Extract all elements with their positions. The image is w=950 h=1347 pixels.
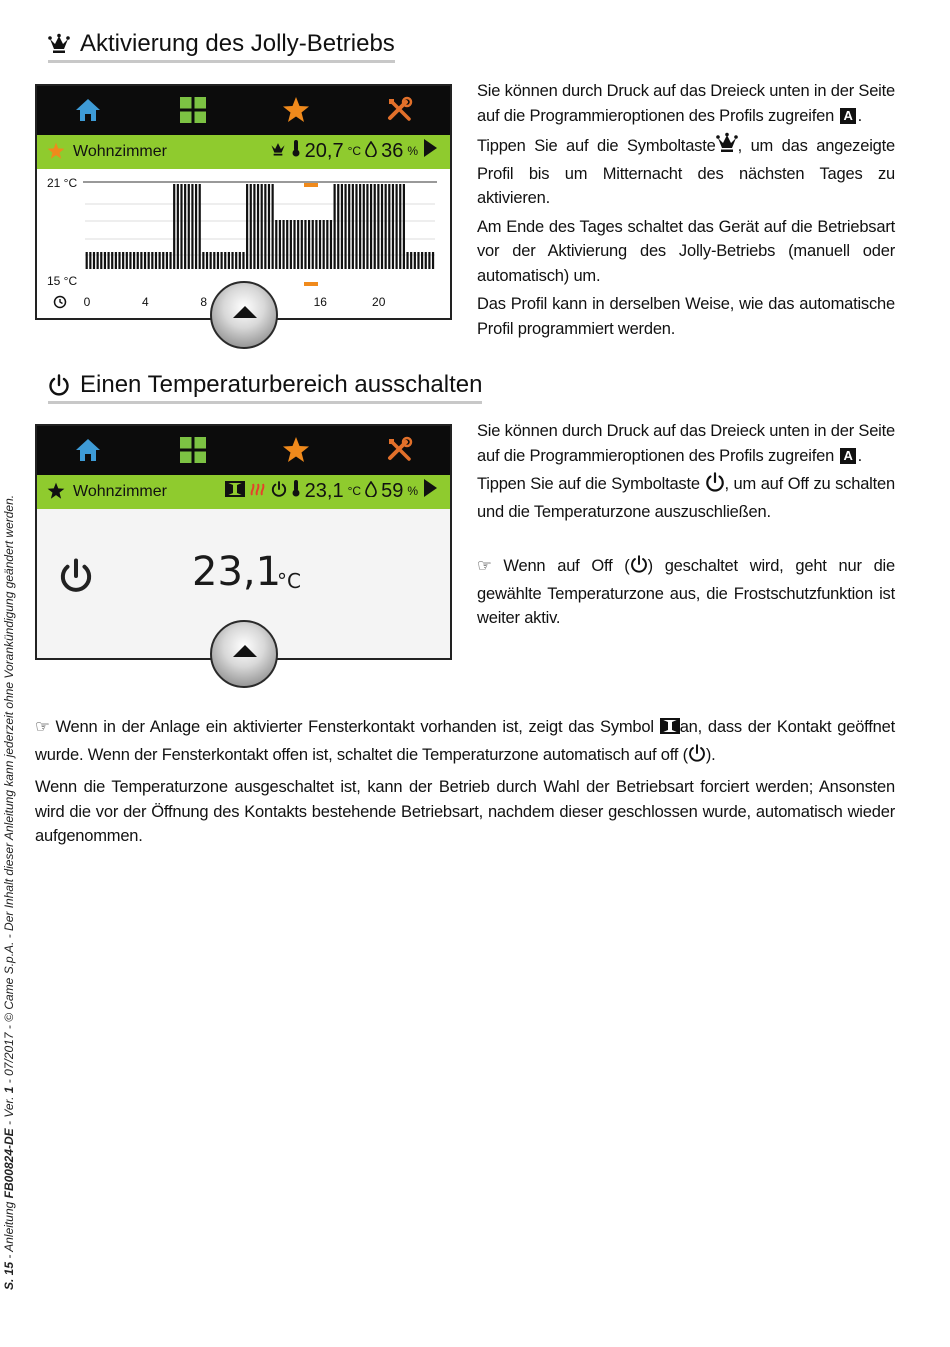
profile-bar (231, 252, 233, 269)
profile-bar (202, 252, 204, 269)
y-axis-bottom-label: 15 °C (47, 274, 78, 288)
profile-bar (159, 252, 161, 269)
profile-bar (414, 252, 416, 269)
humidity-drop-icon (365, 140, 377, 163)
section2-text (477, 419, 895, 635)
profile-bar (250, 184, 252, 269)
jolly-crown-icon (716, 132, 738, 162)
profile-bar (417, 252, 419, 269)
profile-bar (228, 252, 230, 269)
profile-bar (366, 184, 368, 269)
status-readouts (269, 138, 438, 164)
profile-bar (173, 184, 175, 269)
version: 1 (2, 1086, 16, 1094)
temperature-unit: °C (347, 144, 362, 158)
grid-menu-icon[interactable] (179, 96, 207, 129)
profile-bar (323, 220, 325, 269)
profile-bar (388, 184, 390, 269)
section-title-jolly (48, 30, 395, 63)
thermometer-icon (291, 479, 301, 503)
profile-bar (242, 252, 244, 269)
jolly-crown-icon (269, 140, 287, 163)
current-humidity: 36 (381, 139, 404, 162)
profile-bar (257, 184, 259, 269)
section2-paragraph-1: Sie können durch Druck auf das Dreieck unten in der Seite auf die Programmieroptionen des Profils zugreifen A . (477, 422, 895, 465)
profile-bar (180, 184, 182, 269)
profile-bar (421, 252, 423, 269)
x-tick-label: 16 (313, 295, 327, 309)
profile-bar (129, 252, 131, 269)
chart-bars (86, 184, 435, 269)
x-tick-label: 8 (200, 295, 208, 309)
profile-bar (199, 184, 201, 269)
navigation-knob[interactable] (210, 620, 278, 688)
profile-bar (137, 252, 139, 269)
profile-bar (115, 252, 117, 269)
section2-note: ☞ Wenn auf Off ( ) geschaltet wird, geht nur die gewählte Temperaturzone aus, die Frostschutzfunktion ist weiter aktiv. (477, 554, 895, 631)
current-humidity: 59 (381, 479, 404, 502)
power-icon (705, 472, 725, 500)
pointing-hand-icon: ☞ (35, 718, 56, 736)
profile-bar (282, 220, 284, 269)
profile-bar (86, 252, 88, 269)
humidity-unit: % (407, 484, 418, 498)
current-hour-marker-bottom (304, 282, 318, 286)
jolly-crown-icon (48, 33, 70, 55)
profile-bar (100, 252, 102, 269)
screen-status-bar (37, 135, 450, 169)
section-title-text: Aktivierung des Jolly-Betriebs (80, 30, 395, 57)
profile-bar (432, 252, 434, 269)
profile-bar (279, 220, 281, 269)
status-readouts (225, 478, 438, 504)
up-triangle-icon[interactable] (233, 645, 257, 657)
heating-flame-icon (249, 480, 267, 503)
profile-bar (210, 252, 212, 269)
profile-bar (275, 220, 277, 269)
power-icon (48, 374, 70, 396)
power-icon (688, 743, 706, 771)
profile-bar (140, 252, 142, 269)
section1-paragraph-2: Tippen Sie auf die Symboltaste , um das angezeigte Profil bis um Mitternacht des nächsten Tages zu aktivieren. (477, 132, 895, 211)
profile-bar (144, 252, 146, 269)
profile-bar (308, 220, 310, 269)
navigation-knob[interactable] (210, 281, 278, 349)
bottom-notes (35, 715, 895, 854)
page-number: S. 15 (2, 1261, 16, 1290)
settings-tools-icon[interactable] (386, 436, 414, 469)
side-footer: S. 15 - Anleitung FB00824-DE - Ver. 1 - 07/2017 - © Came S.p.A. - Der Inhalt dieser Anleitung kann jederzeit ohne Vorankündigung geändert werden. (2, 494, 16, 1290)
star-favorites-icon[interactable] (282, 96, 310, 129)
profile-bar (272, 184, 274, 269)
profile-bar (253, 184, 255, 269)
profile-bar (293, 220, 295, 269)
screen-top-bar (37, 86, 450, 135)
profile-bar (428, 252, 430, 269)
profile-bar (155, 252, 157, 269)
profile-bar (374, 184, 376, 269)
room-name: Wohnzimmer (73, 483, 167, 500)
big-temperature: 23,1 (192, 549, 282, 595)
profile-bar (403, 184, 405, 269)
current-temperature: 23,1 (304, 479, 344, 502)
profile-bar (93, 252, 95, 269)
profile-bar (239, 252, 241, 269)
star-favorites-icon[interactable] (282, 436, 310, 469)
profile-bar (118, 252, 120, 269)
profile-bar (195, 184, 197, 269)
profile-bar (97, 252, 99, 269)
section-title-off (48, 371, 482, 404)
pointing-hand-icon: ☞ (477, 557, 504, 575)
profile-bar (107, 252, 109, 269)
profile-bar (319, 220, 321, 269)
profile-bar (177, 184, 179, 269)
profile-bar (89, 252, 91, 269)
profile-bar (425, 252, 427, 269)
profile-bar (341, 184, 343, 269)
profile-bar (410, 252, 412, 269)
profile-bar (344, 184, 346, 269)
profile-bar (330, 220, 332, 269)
profile-bar (169, 252, 171, 269)
profile-bar (264, 184, 266, 269)
profile-bar (406, 252, 408, 269)
next-arrow-icon[interactable] (422, 478, 438, 504)
home-icon[interactable] (74, 436, 102, 469)
profile-bar (297, 220, 299, 269)
profile-bar (151, 252, 153, 269)
profile-bar (326, 220, 328, 269)
clock-icon (55, 297, 66, 308)
humidity-unit: % (407, 144, 418, 158)
power-off-icon[interactable] (59, 557, 93, 600)
profile-bar (148, 252, 150, 269)
profile-bar (261, 184, 263, 269)
profile-bar (399, 184, 401, 269)
profile-bar (396, 184, 398, 269)
profile-bar (104, 252, 106, 269)
power-status-icon (271, 480, 287, 503)
x-tick-label: 20 (372, 295, 386, 309)
screen-status-bar (37, 475, 450, 509)
section2-paragraph-2: Tippen Sie auf die Symboltaste , um auf Off zu schalten und die Temperaturzone auszuschließen. (477, 472, 895, 524)
section1-paragraph-4: Das Profil kann in derselben Weise, wie das automatische Profil programmiert werden. (477, 295, 895, 338)
profile-bar (312, 220, 314, 269)
profile-bar (235, 252, 237, 269)
big-temperature-unit: °C (277, 569, 301, 593)
profile-bar (337, 184, 339, 269)
document-code: FB00824-DE (2, 1128, 16, 1199)
profile-bar (221, 252, 223, 269)
profile-bar (381, 184, 383, 269)
section1-text (477, 79, 895, 345)
profile-bar (191, 184, 193, 269)
profile-bar (133, 252, 135, 269)
profile-bar (355, 184, 357, 269)
room-name: Wohnzimmer (73, 143, 167, 160)
profile-bar (385, 184, 387, 269)
forced-mode-paragraph: Wenn die Temperaturzone ausgeschaltet ist, kann der Betrieb durch Wahl der Betriebsart forciert werden; Ansonsten wird die vor der Öffnung des Kontakts bestehende Betriebsart, nachdem dieser geschlossen wurde, automatisch wieder aufgenommen. (35, 778, 895, 845)
favorite-star-icon (47, 482, 65, 505)
profile-bar (301, 220, 303, 269)
window-contact-icon (225, 480, 245, 503)
profile-bar (217, 252, 219, 269)
section1-paragraph-3: Am Ende des Tages schaltet das Gerät auf die Betriebsart vor der Aktivierung des Jolly-Betriebs (manuell oder automatisch) um. (477, 217, 895, 285)
profile-bar (166, 252, 168, 269)
current-hour-marker-top (304, 183, 318, 187)
home-icon[interactable] (74, 96, 102, 129)
profile-bar (213, 252, 215, 269)
next-arrow-icon[interactable] (422, 138, 438, 164)
power-icon (630, 554, 648, 582)
x-tick-label: 4 (141, 295, 149, 309)
window-contact-icon (660, 717, 680, 743)
screen-top-bar (37, 426, 450, 475)
x-tick-label: 0 (83, 295, 91, 309)
profile-bar (188, 184, 190, 269)
profile-bar (304, 220, 306, 269)
profile-bar (286, 220, 288, 269)
profile-bar (315, 220, 317, 269)
grid-menu-icon[interactable] (179, 436, 207, 469)
up-triangle-icon[interactable] (233, 306, 257, 318)
thermometer-icon (291, 139, 301, 163)
profile-bar (352, 184, 354, 269)
profile-bar (122, 252, 124, 269)
settings-tools-icon[interactable] (386, 96, 414, 129)
profile-bar (162, 252, 164, 269)
section-title-text: Einen Temperaturbereich ausschalten (80, 371, 483, 398)
current-temperature: 20,7 (304, 139, 344, 162)
profile-bar (377, 184, 379, 269)
profile-bar (370, 184, 372, 269)
profile-bar (126, 252, 128, 269)
profile-bar (290, 220, 292, 269)
profile-bar (348, 184, 350, 269)
profile-bar (334, 184, 336, 269)
profile-bar (359, 184, 361, 269)
humidity-drop-icon (365, 480, 377, 503)
favorite-star-icon (47, 142, 65, 165)
temperature-unit: °C (347, 484, 362, 498)
profile-bar (206, 252, 208, 269)
profile-bar (363, 184, 365, 269)
badge-a: A (840, 448, 855, 464)
profile-bar (224, 252, 226, 269)
profile-bar (246, 184, 248, 269)
y-axis-top-label: 21 °C (47, 176, 78, 190)
profile-bar (392, 184, 394, 269)
profile-bar (268, 184, 270, 269)
section1-paragraph-1: Sie können durch Druck auf das Dreieck unten in der Seite auf die Programmieroptionen des Profils zugreifen A . (477, 82, 895, 125)
window-contact-note: ☞ Wenn in der Anlage ein aktivierter Fensterkontakt vorhanden ist, zeigt das Symbol an, dass der Kontakt geöffnet wurde. Wenn der Fensterkontakt offen ist, schaltet die Temperaturzone automatisch auf off ( ). (35, 715, 895, 770)
badge-a: A (840, 108, 855, 124)
profile-bar (111, 252, 113, 269)
profile-bar (184, 184, 186, 269)
